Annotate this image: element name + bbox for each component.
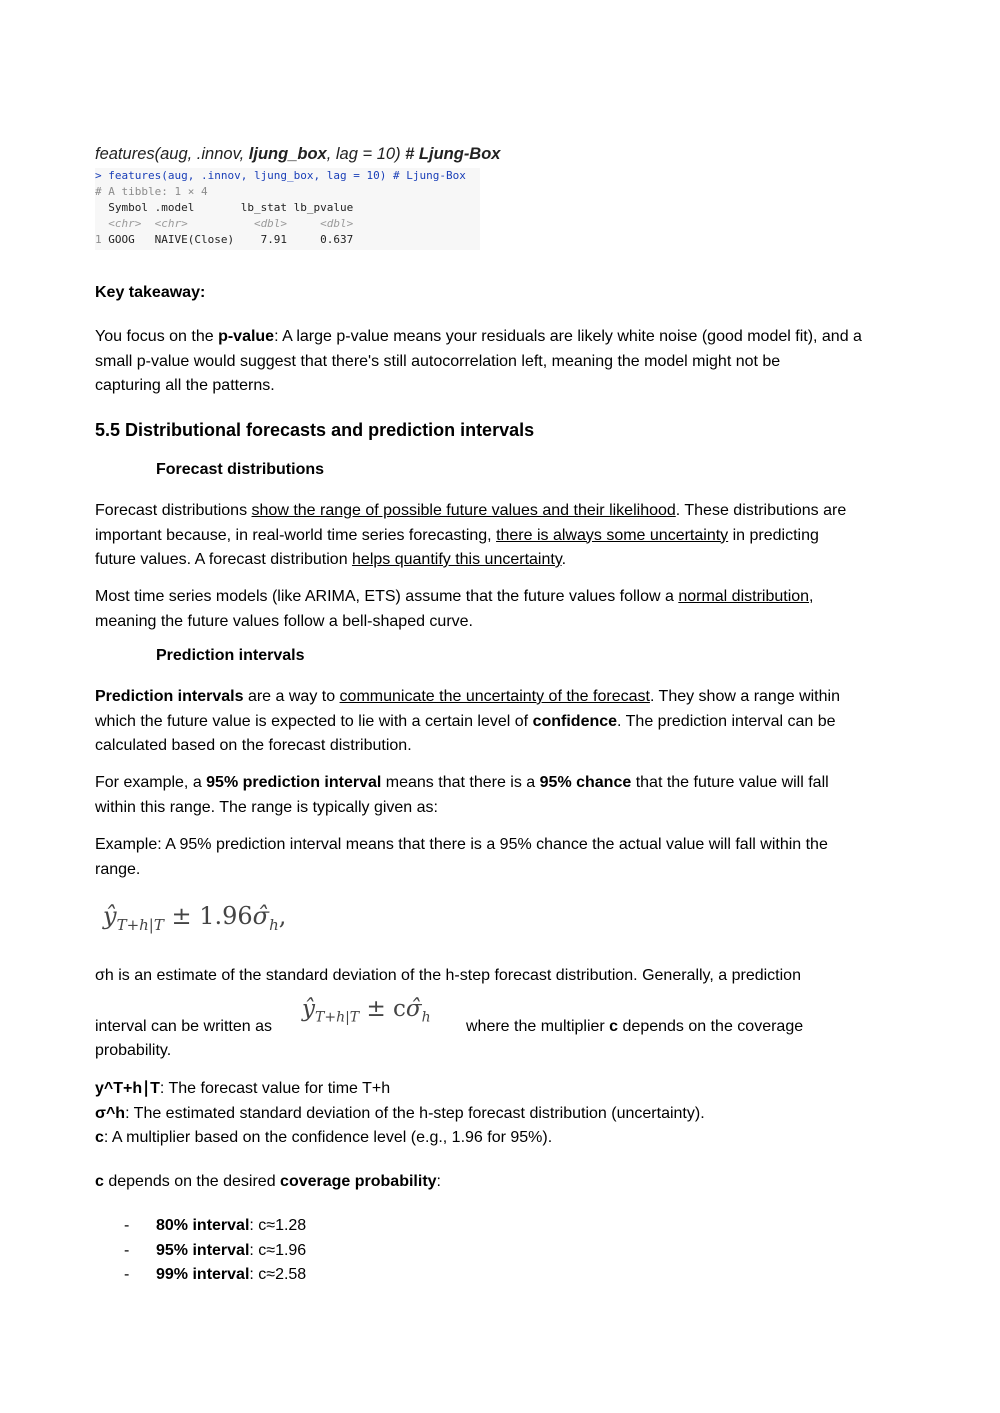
sigma-line-2a: interval can be written as: [95, 1018, 272, 1035]
definitions-list: [95, 1077, 915, 1151]
subheading-prediction-intervals: Prediction intervals: [156, 647, 305, 664]
bold-text: 99% interval: [156, 1266, 250, 1283]
text: : A large p-value means your residuals are likely white noise (good model fit), and a: [274, 328, 862, 345]
text: that the future value will fall: [631, 774, 829, 791]
bold-text: c: [95, 1173, 104, 1190]
code-heading-comment: # Ljung-Box: [405, 145, 501, 163]
console-headers: Symbol .model lb_stat lb_pvalue: [95, 201, 354, 214]
bold-text: confidence: [532, 712, 618, 730]
bold-text: σ^h: [95, 1104, 126, 1122]
bold-text: c: [95, 1129, 104, 1146]
text: means that there is a: [381, 774, 540, 791]
text: future values. A forecast distribution: [95, 551, 353, 568]
example2-paragraph: [95, 833, 915, 882]
prediction-intervals-paragraph: [95, 685, 915, 759]
definition-multiplier: [95, 1126, 915, 1151]
formula-symbol: σ̂: [405, 996, 422, 1022]
bold-text: c: [609, 1018, 619, 1035]
text: : c≈1.28: [249, 1217, 307, 1234]
fd-line-1: [95, 499, 915, 524]
fd-line-2: [95, 524, 915, 549]
pi-line-3: calculated based on the forecast distribution.: [95, 737, 412, 754]
subheading-forecast-distributions: Forecast distributions: [156, 461, 325, 478]
forecast-distributions-paragraph: [95, 499, 915, 573]
code-heading-text: features(aug, .innov,: [95, 145, 249, 163]
ex2-line-2: range.: [95, 860, 141, 878]
text: where the multiplier: [466, 1018, 610, 1035]
text: . These distributions are: [675, 502, 847, 519]
bold-text: 95% prediction interval: [206, 774, 382, 791]
takeaway-line-2: small p-value would suggest that there's still autocorrelation left, meaning the model might not be: [95, 352, 781, 370]
formula-operator: ± c: [359, 996, 406, 1022]
bold-text: y^T+h∣T: [95, 1080, 160, 1097]
formula-general-interval: [302, 996, 431, 1026]
takeaway-paragraph: [95, 325, 915, 399]
underlined-text: normal distribution,: [678, 588, 814, 605]
ex-line-2: within this range. The range is typically given as:: [95, 798, 438, 816]
text: Most time series models (like ARIMA, ETS) assume that the future values follow a: [95, 588, 679, 605]
takeaway-line-3: capturing all the patterns.: [95, 377, 275, 394]
console-row: [95, 232, 480, 248]
definition-sigma: [95, 1102, 915, 1127]
ex-line-1: [95, 771, 915, 796]
formula-symbol: σ̂: [252, 902, 270, 930]
console-output: [95, 168, 480, 250]
code-heading: [95, 145, 500, 164]
bold-text: 80% interval: [156, 1217, 250, 1234]
text: : The forecast value for time T+h: [159, 1080, 391, 1097]
underlined-text: there is always some uncertainty: [496, 526, 729, 544]
section-title: 5.5 Distributional forecasts and prediction intervals: [95, 420, 535, 440]
formula-subscript: h: [421, 1009, 431, 1026]
example-paragraph: [95, 771, 915, 820]
bold-text: coverage probability: [280, 1173, 437, 1190]
formula-subscript: T+h|T: [315, 1009, 360, 1026]
formula-subscript: T+h|T: [116, 915, 164, 934]
bold-text: 95% interval: [156, 1242, 250, 1259]
code-heading-bold: ljung_box: [248, 145, 327, 163]
text: Forecast distributions: [95, 502, 252, 519]
console-comment: # A tibble: 1 × 4: [95, 185, 208, 198]
text: . They show a range within: [649, 688, 840, 705]
formula-subscript: h: [269, 915, 279, 934]
sigma-line-3: probability.: [95, 1042, 172, 1059]
takeaway-title: Key takeaway:: [95, 284, 206, 301]
list-item: [156, 1214, 306, 1239]
text: important because, in real-world time series forecasting,: [95, 526, 497, 544]
coverage-line: [95, 1170, 441, 1195]
text: . The prediction interval can be: [617, 712, 836, 730]
list-item-dash: -: [124, 1217, 130, 1234]
underlined-text: communicate the uncertainty of the forecast: [339, 688, 650, 705]
console-command: > features(aug, .innov, ljung_box, lag = 10) # Ljung-Box: [95, 169, 466, 182]
code-heading-text: , lag = 10): [326, 145, 406, 163]
row-values: GOOG NAIVE(Close) 7.91 0.637: [101, 233, 354, 246]
text: .: [561, 551, 567, 568]
ts-line-2: meaning the future values follow a bell-shaped curve.: [95, 612, 473, 630]
pi-line-1: [95, 685, 915, 710]
ts-line-1: [95, 585, 915, 610]
text: : A multiplier based on the confidence level (e.g., 1.96 for 95%).: [103, 1129, 553, 1146]
formula-operator: ,: [278, 902, 287, 930]
sigma-line-1: σh is an estimate of the standard deviation of the h-step forecast distribution. Generally, a prediction: [95, 967, 801, 984]
text: : c≈2.58: [249, 1266, 307, 1283]
formula-symbol: ŷ: [103, 902, 117, 930]
underlined-text: show the range of possible future values and their likelihood: [251, 502, 676, 519]
formula-operator: ± 1.96: [163, 902, 253, 930]
formula-symbol: ŷ: [302, 996, 315, 1022]
bold-text: 95% chance: [539, 774, 632, 791]
sigma-line-2b: [466, 1015, 803, 1040]
list-item-dash: -: [124, 1242, 130, 1259]
text: depends on the coverage: [618, 1018, 804, 1035]
formula-prediction-interval-95: [103, 902, 286, 934]
p-value-bold: p-value: [218, 328, 275, 345]
takeaway-line-1: [95, 325, 915, 350]
text: :: [436, 1173, 441, 1190]
list-item: [156, 1263, 306, 1288]
text: which the future value is expected to lie with a certain level of: [95, 712, 533, 730]
text: You focus on the: [95, 328, 219, 345]
list-item-dash: -: [124, 1266, 130, 1283]
text: For example, a: [95, 774, 207, 791]
list-item: [156, 1239, 306, 1264]
fd-line-3: [95, 548, 915, 573]
text: : The estimated standard deviation of the h-step forecast distribution (uncertainty).: [125, 1104, 705, 1122]
ex2-line-1: Example: A 95% prediction interval means that there is a 95% chance the actual value will fall within the: [95, 836, 828, 853]
text: depends on the desired: [103, 1173, 281, 1190]
row-index: 1: [95, 233, 102, 246]
pi-line-2: [95, 710, 915, 735]
text: are a way to: [243, 688, 340, 705]
underlined-text: helps quantify this uncertainty: [352, 551, 562, 568]
time-series-paragraph: [95, 585, 915, 634]
text: in predicting: [728, 526, 819, 544]
bold-text: Prediction intervals: [95, 688, 244, 705]
text: : c≈1.96: [249, 1242, 307, 1259]
definition-forecast-value: [95, 1077, 915, 1102]
console-types: <chr> <chr> <dbl> <dbl>: [95, 217, 354, 230]
